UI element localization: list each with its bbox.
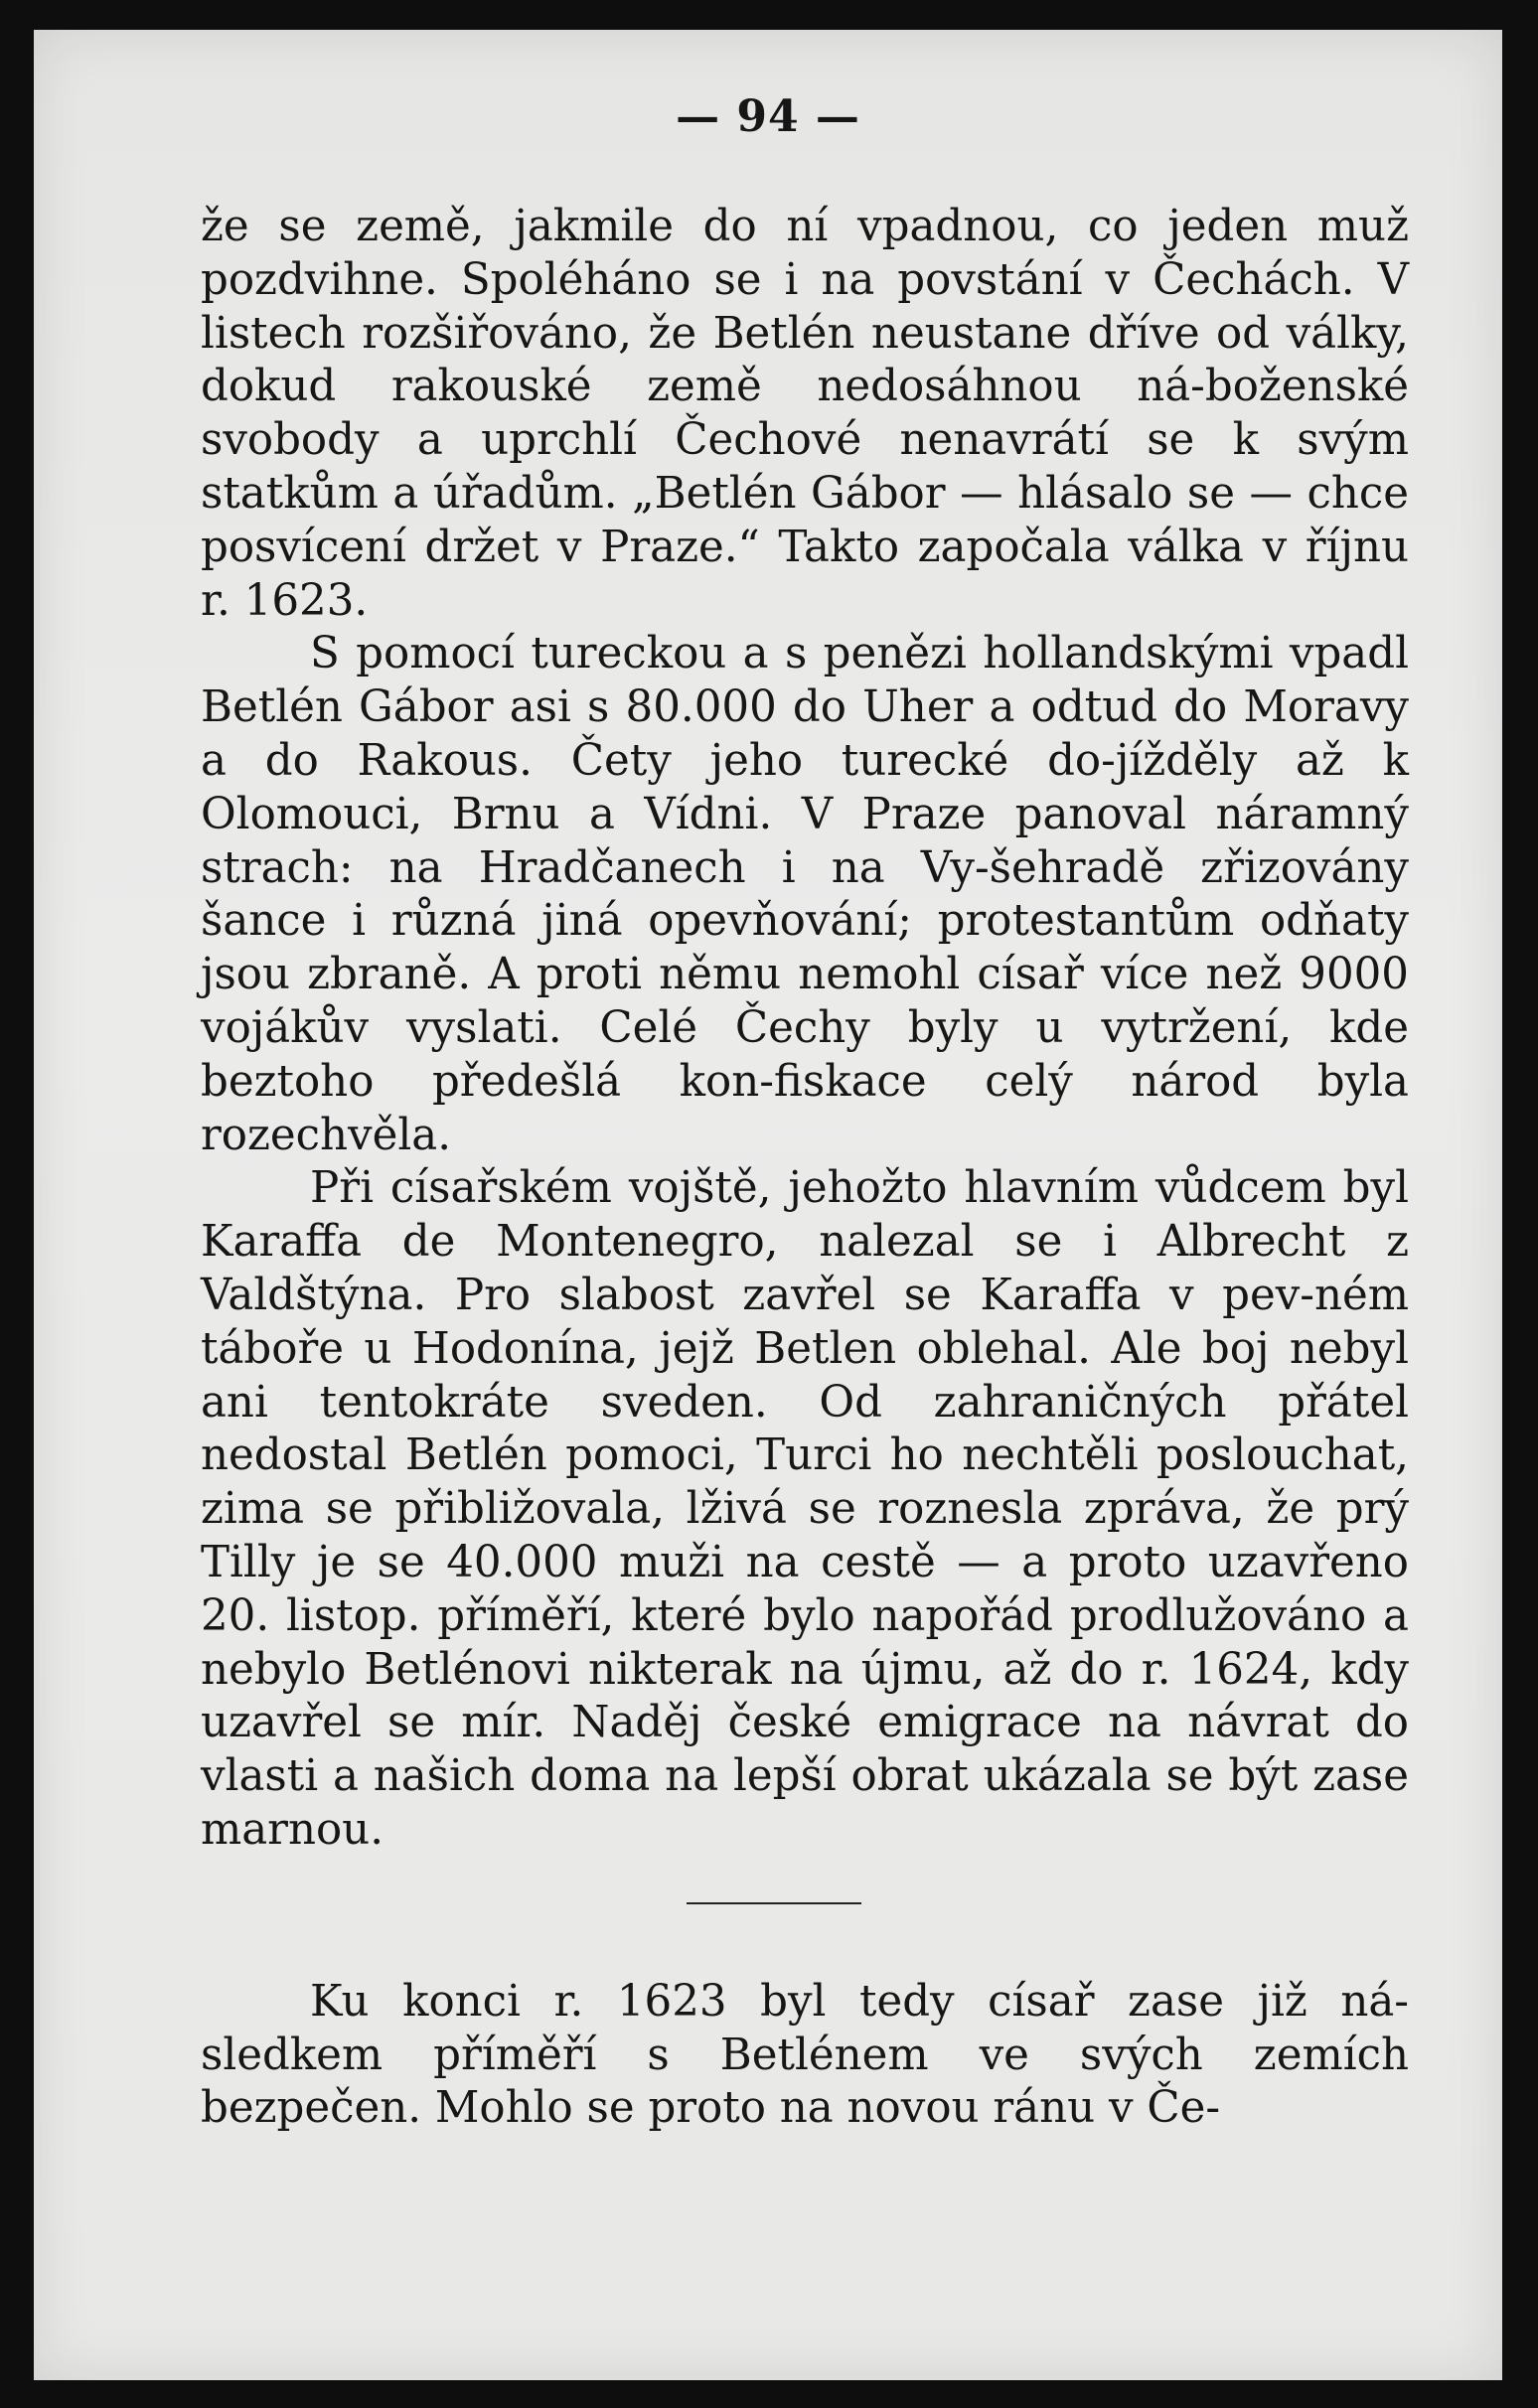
book-page: [34, 30, 1502, 2380]
paragraph-2: S pomocí tureckou a s penězi hollandskými vpadl Betlén Gábor asi s 80.000 do Uher a odtud do Moravy a do Rakous. Čety jeho turecké do-jížděly až k Olomouci, Brnu a Vídni. V Praze panoval náramný strach: na Hradčanech i na Vy-šehradě zřizovány šance i různá jiná opevňování; protestantům odňaty jsou zbraně. A proti němu nemohl císař více než 9000 vojákův vyslati. Celé Čechy byly u vytržení, kde beztoho předešlá kon-fiskace celý národ byla rozechvěla.: [201, 629, 1409, 1160]
page-number: — 94 —: [676, 91, 860, 142]
section-spacer: [201, 1932, 1409, 1976]
section-divider: [201, 1886, 1409, 1932]
divider-rule: [687, 1902, 861, 1904]
paragraph-1: že se země, jakmile do ní vpadnou, co jeden muž pozdvihne. Spoléháno se i na povstání v Čechách. V listech rozšiřováno, že Betlén neustane dříve od války, dokud rakouské země nedosáhnou ná-boženské svobody a uprchlí Čechové nenavrátí se k svým statkům a úřadům. „Betlén Gábor — hlásalo se — chce posvícení držet v Praze.“ Takto započala válka v říjnu r. 1623.: [201, 202, 1409, 626]
paragraph-3: Při císařském vojště, jehožto hlavním vůdcem byl Karaffa de Montenegro, nalezal se i Albrecht z Valdštýna. Pro slabost zavřel se Karaffa v pev-ném táboře u Hodonína, jejž Betlen oblehal. Ale boj nebyl ani tentokráte sveden. Od zahraničných přátel nedostal Betlén pomoci, Turci ho nechtěli poslouchat, zima se přibližovala, lživá se roznesla zpráva, že prý Tilly je se 40.000 muži na cestě — a proto uzavřeno 20. listop. příměří, které bylo napořád prodlužováno a nebylo Betlénovi nikterak na újmu, až do r. 1624, kdy uzavřel se mír. Naděj české emigrace na návrat do vlasti a našich doma na lepší obrat ukázala se být zase marnou.: [201, 1163, 1409, 1855]
page-body: [201, 201, 1409, 2136]
paragraph-4: Ku konci r. 1623 byl tedy císař zase již ná-sledkem příměří s Betlénem ve svých zemích bezpečen. Mohlo se proto na novou ránu v Če-: [201, 1976, 1409, 2134]
